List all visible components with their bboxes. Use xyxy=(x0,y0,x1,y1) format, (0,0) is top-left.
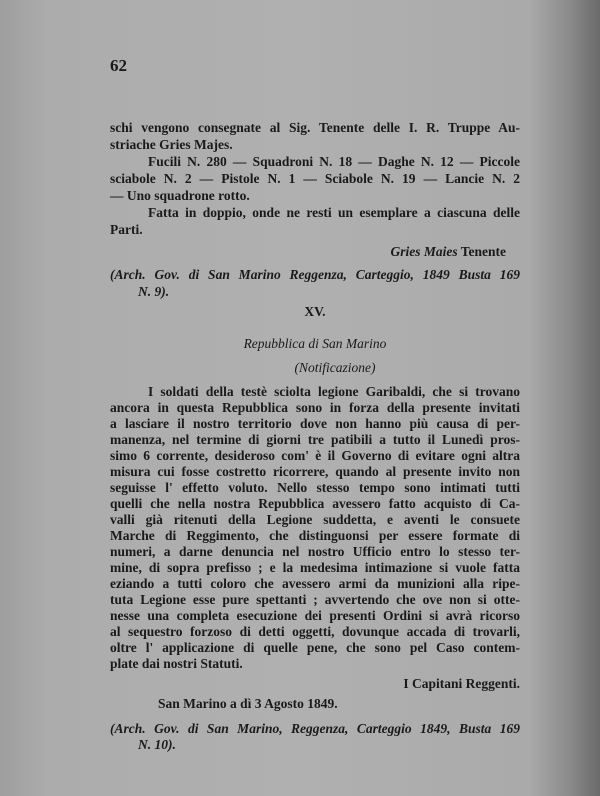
text-line: simo 6 corrente, desideroso com' è il Governo di evitare ogni altra xyxy=(110,448,520,463)
text-line: tuta Legione esse pure spettanti ; avvertendo che ove non si otte- xyxy=(110,592,520,607)
signature: I Capitani Reggenti. xyxy=(403,676,520,691)
text-line: striache Gries Majes. xyxy=(110,137,233,152)
text-line: — Uno squadrone rotto. xyxy=(110,188,250,203)
text-line: misura cui fosse costretto ricorrere, quando al presente invito non xyxy=(110,464,520,479)
text-line: eziando a tutti coloro che avessero armi da munizioni alla ripe- xyxy=(110,576,520,591)
text-line: I soldati della testè sciolta legione Garibaldi, che si trovano xyxy=(148,384,520,399)
date-line: San Marino a dì 3 Agosto 1849. xyxy=(158,696,338,711)
text-line: Marche di Reggimento, che distinguonsi per essere formate di xyxy=(110,528,520,543)
text-line: sciabole N. 2 — Pistole N. 1 — Sciabole N. 19 — Lancie N. 2 xyxy=(110,171,520,186)
section-subtitle: (Notificazione) xyxy=(294,360,376,375)
signature-name: Gries Maies xyxy=(390,244,458,259)
page-column xyxy=(110,0,520,753)
document-part1 xyxy=(110,119,520,300)
text-line: Fatta in doppio, onde ne resti un esemplare a ciascuna delle xyxy=(148,205,520,220)
signature xyxy=(110,243,520,260)
document-section-xv xyxy=(110,304,520,753)
text-line: al sequestro forzoso di detti oggetti, dovunque accada di trovarli, xyxy=(110,624,520,639)
text-line: Parti. xyxy=(110,222,143,237)
text-line: numeri, a darne denuncia nel nostro Ufficio entro lo stesso ter- xyxy=(110,544,520,559)
text-line: ancora in questa Repubblica sono in forza della presente invitati xyxy=(110,400,520,415)
signature-title: Tenente xyxy=(460,244,506,259)
source-citation-cont: N. 9). xyxy=(138,284,170,299)
section-number: XV. xyxy=(304,304,326,319)
page-number: 62 xyxy=(110,56,127,75)
text-line: valli già ritenuti della Legione suddetta, e aventi le consuete xyxy=(110,512,520,527)
section-body xyxy=(110,384,520,672)
text-line: mine, di sopra prefisso ; e la medesima intimazione si vuole fatta xyxy=(110,560,520,575)
text-line: Fucili N. 280 — Squadroni N. 18 — Daghe N. 12 — Piccole xyxy=(148,154,520,169)
source-citation: (Arch. Gov. di San Marino, Reggenza, Carteggio 1849, Busta 169 xyxy=(110,721,520,736)
section-title: Repubblica di San Marino xyxy=(243,336,387,351)
text-line: a lasciare il nostro territorio dove non hanno più causa di per- xyxy=(110,416,520,431)
text-line: seguisse l' effetto voluto. Nello stesso tempo sono intimati tutti xyxy=(110,480,520,495)
text-line: oltre l' applicazione di quelle pene, che sono pel Caso contem- xyxy=(110,640,520,655)
source-citation-cont: N. 10). xyxy=(138,737,176,752)
text-line: quelli che nella nostra Repubblica avessero fatto acquisto di Ca- xyxy=(110,496,520,511)
text-line: plate dai nostri Statuti. xyxy=(110,656,243,671)
text-line: schi vengono consegnate al Sig. Tenente delle I. R. Truppe Au- xyxy=(110,120,520,135)
text-line: nesse una completa esecuzione dei presenti Ordini si avrà ricorso xyxy=(110,608,520,623)
text-line: manenza, nel termine di giorni tre patibili a tutto il Lunedì pros- xyxy=(110,432,520,447)
source-citation: (Arch. Gov. di San Marino Reggenza, Carteggio, 1849 Busta 169 xyxy=(110,267,520,282)
